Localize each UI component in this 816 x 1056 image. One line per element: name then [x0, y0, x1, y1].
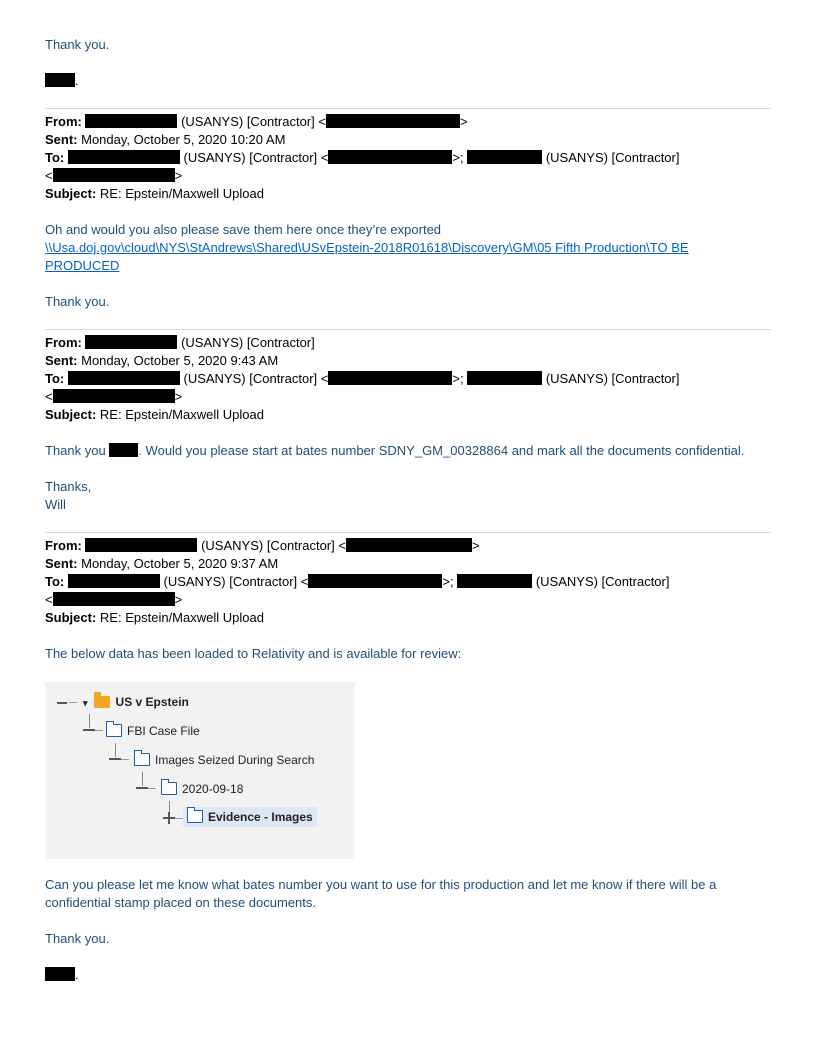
network-path-link-cont[interactable]: PRODUCED — [45, 258, 120, 273]
signature-redacted-bottom: . — [45, 966, 79, 984]
divider — [45, 108, 771, 109]
email2-body: Thank you . Would you please start at bates number SDNY_GM_00328864 and mark all the documents confidential. — [45, 443, 745, 458]
tree-item-evidence-images[interactable]: Evidence - Images — [183, 807, 317, 827]
folder-icon — [106, 724, 122, 737]
email3-to-cont: < > — [45, 592, 183, 607]
email3-from: From: (USANYS) [Contractor] < > — [45, 538, 480, 553]
email2-name: Will — [45, 497, 66, 512]
folder-icon — [187, 810, 203, 823]
email3-subject: Subject: RE: Epstein/Maxwell Upload — [45, 610, 264, 625]
email1-thanks: Thank you. — [45, 294, 110, 309]
email2-signoff: Thanks, — [45, 479, 92, 494]
email3-body2-cont: confidential stamp placed on these documents. — [45, 895, 317, 910]
redaction-block — [45, 73, 75, 87]
email1-body: Oh and would you also please save them here once they’re exported — [45, 222, 442, 237]
email2-to-cont: < > — [45, 389, 183, 404]
email2-to: To: (USANYS) [Contractor] < >; (USANYS) [Contractor] — [45, 371, 680, 386]
email3-body2: Can you please let me know what bates number you want to use for this production and let me know if there will be a — [45, 877, 717, 892]
email1-subject: Subject: RE: Epstein/Maxwell Upload — [45, 186, 264, 201]
tree-item-fbi-case-file[interactable]: FBI Case File — [106, 723, 200, 739]
network-path-link[interactable]: \\Usa.doj.gov\cloud\NYS\StAndrews\Shared\USvEpstein-2018R01618\Discovery\GM\05 Fifth Production\TO BE — [45, 240, 689, 255]
redaction-block — [45, 967, 75, 981]
email3-to: To: (USANYS) [Contractor] < >; (USANYS) [Contractor] — [45, 574, 670, 589]
email2-from: From: (USANYS) [Contractor] — [45, 335, 315, 350]
email1-to-cont: < > — [45, 168, 183, 183]
folder-icon — [134, 753, 150, 766]
divider — [45, 329, 771, 330]
tree-item-date-folder[interactable]: 2020-09-18 — [161, 781, 243, 797]
folder-icon — [94, 696, 110, 708]
relativity-folder-tree — [45, 682, 355, 859]
email3-body: The below data has been loaded to Relativity and is available for review: — [45, 646, 462, 661]
email2-sent: Sent: Monday, October 5, 2020 9:43 AM — [45, 353, 279, 368]
tree-item-images-seized[interactable]: Images Seized During Search — [134, 752, 314, 768]
tree-root[interactable]: ▾ US v Epstein — [83, 695, 189, 709]
chevron-down-icon[interactable]: ▾ — [83, 698, 88, 708]
divider — [45, 532, 771, 533]
closing-thanks-top: Thank you. — [45, 37, 110, 52]
email3-thanks: Thank you. — [45, 931, 110, 946]
folder-icon — [161, 782, 177, 795]
signature-redacted-top: . — [45, 72, 79, 90]
email1-sent: Sent: Monday, October 5, 2020 10:20 AM — [45, 132, 286, 147]
email3-sent: Sent: Monday, October 5, 2020 9:37 AM — [45, 556, 279, 571]
email1-from: From: (USANYS) [Contractor] < > — [45, 114, 468, 129]
email1-to: To: (USANYS) [Contractor] < >; (USANYS) [Contractor] — [45, 150, 680, 165]
email2-subject: Subject: RE: Epstein/Maxwell Upload — [45, 407, 264, 422]
